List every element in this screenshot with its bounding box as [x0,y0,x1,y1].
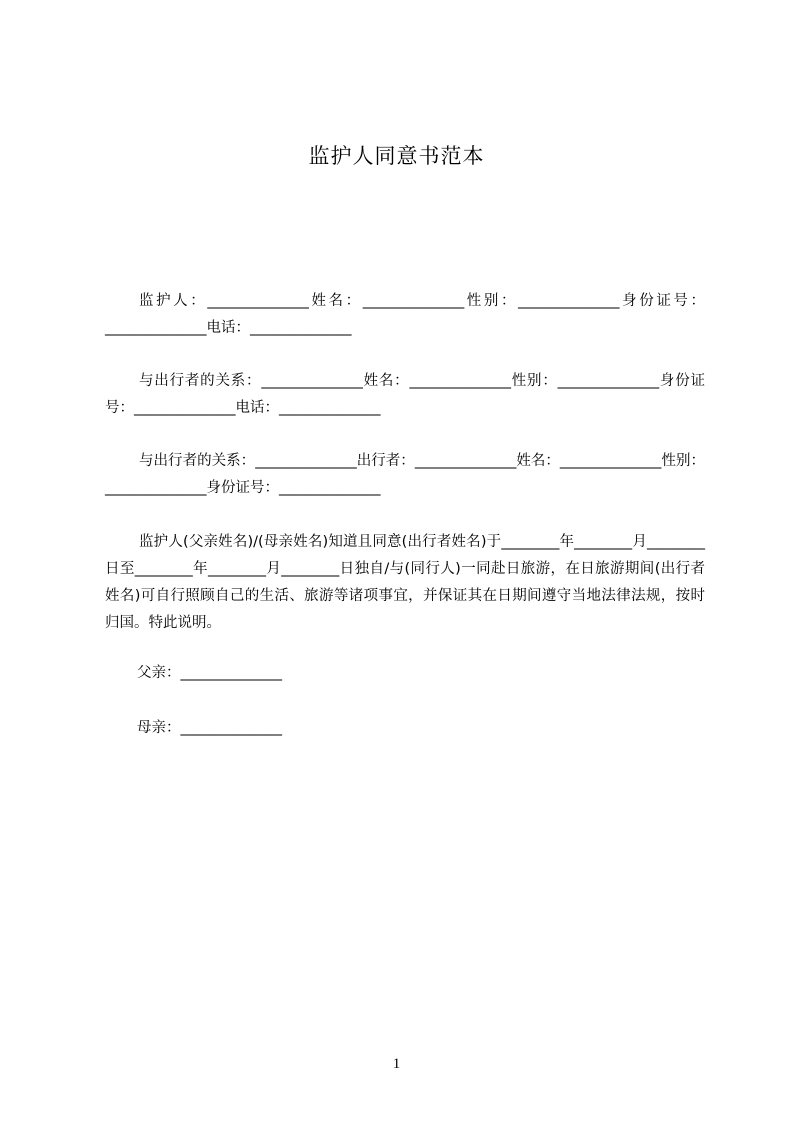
page-number: 1 [392,1056,401,1072]
consent-statement-paragraph: 监护人(父亲姓名)/(母亲姓名)知道且同意(出行者姓名)于________年________月________日至________年________月________日独自/与(同行人)一同赴日旅游，在日旅游期间(出行者姓名)可自行照顾自己的生活、旅游等诸项事宜，并保证其在日期间遵守当地法律法规，按时归国。特此说明。 [105,534,705,631]
traveler-info-paragraph: 与出行者的关系：______________出行者：______________姓名：______________性别：______________身份证号：______________ [105,453,705,496]
father-signature-line: 父亲：______________ [137,665,282,681]
mother-signature-line: 母亲：______________ [137,720,282,736]
document-title: 监护人同意书范本 [308,144,485,168]
guardian-info-paragraph: 监护人：______________姓名：______________性别：______________身份证号：______________电话：______________ [105,293,705,336]
relation-info-paragraph: 与出行者的关系：______________姓名：______________性别：______________身份证号：______________电话：______________ [105,373,705,416]
